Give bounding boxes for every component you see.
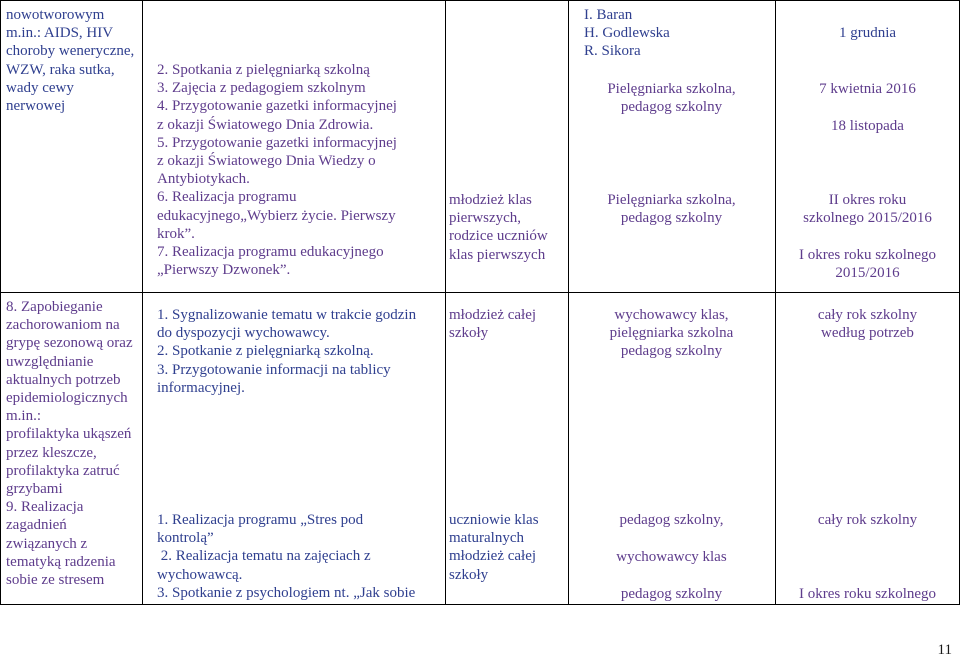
table-row-divider	[0, 292, 960, 293]
text-line: aktualnych potrzeb	[6, 371, 121, 388]
row2-date-b2	[777, 585, 958, 603]
text-line: 2. Realizacja tematu na zajęciach z	[157, 548, 371, 565]
table-border-top	[0, 0, 960, 1]
text-line: nowotworowym	[6, 7, 105, 23]
text-line: Pielęgniarka szkolna,	[607, 192, 736, 208]
text-line: Pielęgniarka szkolna,	[607, 81, 736, 97]
text-line: 7. Realizacja programu edukacyjnego	[157, 244, 384, 261]
table-col-divider	[568, 0, 569, 605]
row2-recipients-cell-a	[449, 306, 565, 342]
table-border-bottom	[0, 604, 960, 605]
text-line: młodzież klas	[449, 192, 532, 208]
text-line: krok”.	[157, 225, 195, 242]
text-line: z okazji Światowego Dnia Wiedzy o	[157, 153, 376, 170]
text-line: zachorowaniom na	[6, 317, 120, 334]
row2-date-cell-a	[777, 306, 958, 342]
text-line: 2. Spotkanie z pielęgniarką szkolną.	[157, 343, 374, 360]
text-line: wychowawcą.	[157, 566, 243, 583]
text-line: epidemiologicznych	[6, 390, 128, 407]
text-line: m.in.:	[6, 408, 42, 425]
row2-recipients-cell-b	[449, 511, 565, 584]
text-line: młodzież całej	[449, 307, 537, 323]
text-line: do dyspozycji wychowawcy.	[157, 325, 330, 342]
text-line: pedagog szkolny	[620, 99, 723, 116]
text-line: uczniowie klas	[449, 512, 539, 528]
row2-topic-cell	[6, 298, 141, 589]
text-line: 4. Przygotowanie gazetki informacyjnej	[157, 98, 397, 115]
row1-date-3	[777, 117, 958, 135]
text-line: pierwszych,	[449, 210, 522, 227]
text-line: grypę sezonową oraz	[6, 335, 133, 352]
text-line: kontrolą”	[157, 530, 214, 547]
row2-responsible-b3	[570, 585, 773, 603]
text-line: 1. Sygnalizowanie tematu w trakcie godzin	[157, 307, 417, 323]
row2-activities-cell-b	[157, 511, 443, 602]
text-line: wady cewy	[6, 79, 74, 96]
table-col-divider	[0, 0, 1, 605]
text-line: 3. Zajęcia z pedagogiem szkolnym	[157, 80, 366, 97]
text-line: profilaktyka zatruć	[6, 462, 120, 479]
text-line: pedagog szkolny,	[619, 512, 724, 528]
table-col-divider	[775, 0, 776, 605]
row1-responsible-names	[584, 6, 772, 61]
row1-responsible-role-2	[570, 191, 773, 227]
text-line: zagadnień	[6, 517, 67, 534]
text-line: z okazji Światowego Dnia Zdrowia.	[157, 116, 374, 133]
row2-activities-cell-a	[157, 306, 443, 397]
text-line: 8. Zapobieganie	[6, 299, 103, 315]
text-line: cały rok szkolny	[817, 512, 918, 528]
row1-date-4	[777, 191, 958, 227]
text-line: R. Sikora	[584, 43, 641, 60]
row1-date-1	[777, 24, 958, 42]
row1-date-5	[777, 246, 958, 282]
text-line: 2. Spotkania z pielęgniarką szkolną	[157, 62, 370, 78]
text-line: uwzględnianie	[6, 353, 94, 370]
row2-responsible-cell-a	[570, 306, 773, 361]
text-line: szkolnego 2015/2016	[803, 210, 932, 227]
text-line: pedagog szkolny	[620, 210, 723, 227]
text-line: wychowawcy klas,	[614, 307, 729, 323]
text-line: 5. Przygotowanie gazetki informacyjnej	[157, 134, 397, 151]
text-line: nerwowej	[6, 98, 66, 115]
text-line: cały rok szkolny	[817, 307, 918, 323]
text-line: „Pierwszy Dzwonek”.	[157, 262, 291, 279]
row1-recipients-cell	[449, 191, 565, 264]
text-line: informacyjnej.	[157, 379, 245, 396]
text-line: 1. Realizacja programu „Stres pod	[157, 512, 364, 528]
text-line: 7 kwietnia 2016	[819, 81, 916, 97]
text-line: 2015/2016	[835, 265, 900, 282]
text-line: 6. Realizacja programu	[157, 189, 297, 206]
text-line: pedagog szkolny	[620, 343, 723, 360]
table-col-divider	[142, 0, 143, 605]
text-line: maturalnych	[449, 530, 524, 547]
text-line: 3. Spotkanie z psychologiem nt. „Jak sobie	[157, 584, 416, 601]
text-line: sobie ze stresem	[6, 572, 105, 589]
text-line: profilaktyka ukąszeń	[6, 426, 132, 443]
page-number: 11	[937, 642, 952, 658]
text-line: WZW, raka sutka,	[6, 61, 115, 78]
row1-topic-cell	[6, 6, 138, 115]
text-line: wychowawcy klas	[616, 549, 727, 565]
text-line: grzybami	[6, 481, 63, 498]
text-line: m.in.: AIDS, HIV	[6, 25, 114, 42]
text-line: 18 listopada	[831, 118, 904, 134]
text-line: 9. Realizacja	[6, 499, 84, 516]
text-line: tematyką radzenia	[6, 553, 116, 570]
text-line: I okres roku szkolnego	[798, 247, 937, 263]
row1-activities-cell	[157, 61, 442, 279]
row2-date-b1	[777, 511, 958, 529]
text-line: według potrzeb	[821, 325, 914, 342]
text-line: edukacyjnego„Wybierz życie. Pierwszy	[157, 207, 396, 224]
row1-date-2	[777, 80, 958, 98]
text-line: Antybiotykach.	[157, 171, 250, 188]
text-line: 1 grudnia	[838, 25, 897, 41]
text-line: 3. Przygotowanie informacji na tablicy	[157, 361, 391, 378]
text-line: młodzież całej	[449, 548, 537, 565]
text-line: H. Godlewska	[584, 25, 670, 42]
text-line: pedagog szkolny	[620, 586, 723, 602]
text-line: II okres roku	[828, 192, 907, 208]
row2-responsible-b1	[570, 511, 773, 529]
table-col-divider	[445, 0, 446, 605]
text-line: szkoły	[449, 566, 489, 583]
text-line: choroby weneryczne,	[6, 43, 135, 60]
text-line: I. Baran	[584, 7, 633, 23]
text-line: I okres roku szkolnego	[798, 586, 937, 602]
row2-responsible-b2	[570, 548, 773, 566]
text-line: związanych z	[6, 535, 88, 552]
text-line: pielęgniarka szkolna	[609, 325, 734, 342]
row1-responsible-role-1	[570, 80, 773, 116]
text-line: rodzice uczniów	[449, 228, 548, 245]
text-line: przez kleszcze,	[6, 444, 97, 461]
text-line: szkoły	[449, 325, 489, 342]
text-line: klas pierwszych	[449, 246, 546, 263]
